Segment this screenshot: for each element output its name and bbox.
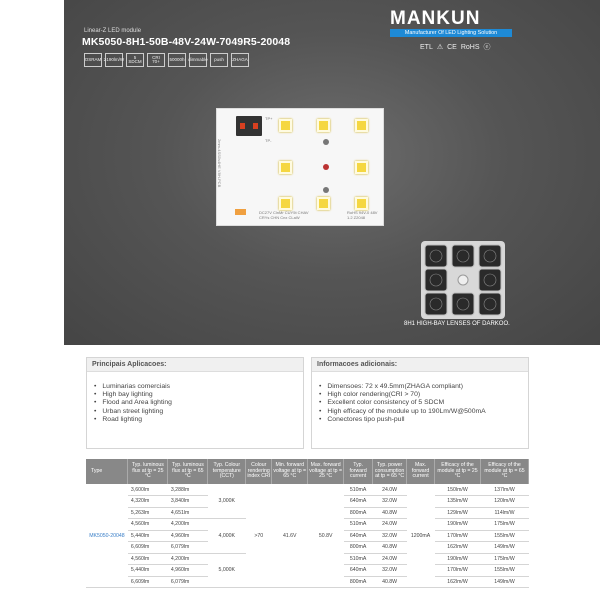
flux65-cell: 3,288lm [168,484,208,496]
flux25-cell: 5,440lm [128,565,168,577]
flux25-cell: 5,263lm [128,507,168,519]
current-cell: 800mA [344,507,373,519]
efficacy65-cell: 175lm/W [480,519,528,531]
led-chip [279,119,292,132]
push-connector-icon: push [210,53,228,67]
flux65-cell: 4,960lm [168,530,208,542]
col-header: Min. forward voltage at tp = 65 °C [272,459,308,484]
energy-icon: ⓔ [483,44,491,51]
col-header: Efficacy of the module at tp = 25 °C [435,459,481,484]
list-item: • High bay lighting [94,391,295,399]
connector-pin [240,123,245,129]
flux25-cell: 6,609lm [128,542,168,554]
flux25-cell: 3,600lm [128,484,168,496]
pcb-marker [235,209,246,215]
current-cell: 640mA [344,530,373,542]
col-header: Type [86,459,128,484]
efficacy25-cell: 170lm/W [435,565,481,577]
product-model: MK5050-8H1-50B-48V-24W-7049R5-20048 [82,36,291,48]
col-header: Colour rendering index CRI [246,459,272,484]
list-item: • Dimensoes: 72 x 49.5mm(ZHAGA compliant) [319,383,520,391]
power-cell: 40.8W [373,542,407,554]
lens-center [458,275,468,285]
flux65-cell: 4,960lm [168,565,208,577]
pcb-right-text: RoHS 94V-0 48V 1.2 Z2048 [347,210,378,220]
cct-cell: 5,000K [208,553,246,588]
power-cell: 32.0W [373,565,407,577]
power-cell: 40.8W [373,507,407,519]
current-cell: 510mA [344,484,373,496]
col-header: Max. forward current [407,459,435,484]
table-row [86,484,529,496]
current-cell: 640mA [344,496,373,508]
list-item: • Road lighting [94,416,295,424]
led-chip [355,161,368,174]
sdcm-icon: 5 SDCM [126,53,144,67]
col-header: Max. forward voltage at tp = 25 °C [308,459,344,484]
connector-pin [253,123,258,129]
current-cell: 510mA [344,553,373,565]
efficacy65-cell: 149lm/W [480,542,528,554]
list-item: • Flood and Area lighting [94,399,295,407]
col-header: Typ. forward current [344,459,373,484]
warning-icon: ⚠ [436,44,444,51]
power-cell: 24.0W [373,484,407,496]
led-chip [355,197,368,210]
flux25-cell: 4,320lm [128,496,168,508]
brand-certifications [420,42,491,52]
efficacy65-cell: 175lm/W [480,553,528,565]
led-chip [317,197,330,210]
flux65-cell: 6,079lm [168,542,208,554]
cct-cell: 4,000K [208,519,246,554]
list-item: • Conectores tipo push-pull [319,416,520,424]
efficacy25-cell: 190lm/W [435,519,481,531]
flux25-cell: 4,560lm [128,519,168,531]
minus-label: TP- [265,138,272,143]
applications-box [86,357,304,449]
flux25-cell: 5,440lm [128,530,168,542]
brand-tagline: Manufacturer Of LED Lighting Solution [390,29,512,37]
cri-cell: >70 [246,484,272,588]
col-header: Typ. Colour temperature (CCT) [208,459,246,484]
rohs-icon: RoHS [460,43,480,51]
led-chip [279,161,292,174]
feature-icons [84,53,249,67]
power-cell: 24.0W [373,519,407,531]
list-item: • Excellent color consistency of 5 SDCM [319,399,520,407]
info-title: Informacoes adicionais: [312,358,528,372]
lens-image [421,241,505,319]
zhaga-icon: ZHAGA [231,53,249,67]
power-cell: 24.0W [373,553,407,565]
spec-table [86,459,529,588]
applications-list [87,372,303,424]
mount-hole [323,139,329,145]
efficacy65-cell: 155lm/W [480,530,528,542]
flux65-cell: 4,651lm [168,507,208,519]
dimmable-icon: dimmable [189,53,207,67]
etl-icon: ETL [420,43,433,51]
osram-icon: OSRAM [84,53,102,67]
product-subtitle: Linear-Z LED module [84,28,142,34]
info-list [312,372,528,424]
led-chip [317,119,330,132]
brand-logo: MANKUN [390,8,481,29]
pcb-side-text: 2mm-4SS0s4HE V8H-PCB [217,139,222,188]
table-header-row [86,459,529,484]
efficacy65-cell: 114lm/W [480,507,528,519]
col-header: Typ. power consumption at tp = 65 °C [373,459,407,484]
efficacy25-cell: 150lm/W [435,484,481,496]
efficacy65-cell: 155lm/W [480,565,528,577]
col-header: Typ. luminous flux at tp = 65 °C [168,459,208,484]
led-chip [279,197,292,210]
led-chip [355,119,368,132]
efficacy25-cell: 170lm/W [435,530,481,542]
pcb-bottom-text: DC27V ClnMr CUY5t CHAV CRYs CHN Cnx CLaW [259,210,309,220]
efficacy25-cell: 190lm/W [435,553,481,565]
current-cell: 510mA [344,519,373,531]
flux25-cell: 4,560lm [128,553,168,565]
applications-title: Principais Aplicacoes: [87,358,303,372]
power-cell: 32.0W [373,530,407,542]
efficacy25-cell: 129lm/W [435,507,481,519]
cri-icon: CRI 70+ [147,53,165,67]
mount-hole [323,187,329,193]
lens-caption: 8H1 HIGH-BAY LENSES OF DARKOO. [404,321,510,327]
power-cell: 40.8W [373,576,407,588]
current-cell: 640mA [344,565,373,577]
efficacy65-cell: 149lm/W [480,576,528,588]
info-box [311,357,529,449]
mount-hole [323,164,329,170]
col-header: Efficacy of the module at tp = 65 °C [480,459,528,484]
flux25-cell: 6,609lm [128,576,168,588]
efficacy65-cell: 120lm/W [480,496,528,508]
efficacy25-cell: 162lm/W [435,542,481,554]
list-item: • Urban street lighting [94,408,295,416]
efficacy-icon: ≥190lm/W [105,53,123,67]
type-cell: MK5050-20048 [86,484,128,588]
led-module-image [216,108,384,226]
push-connector [236,116,262,136]
list-item: • High color rendering(CRI > 70) [319,391,520,399]
efficacy25-cell: 162lm/W [435,576,481,588]
min-voltage-cell: 41.6V [272,484,308,588]
col-header: Typ. luminous flux at tp = 25 °C [128,459,168,484]
plus-label: TP+ [265,116,273,121]
lifetime-icon: 50000h [168,53,186,67]
cct-cell: 3,000K [208,484,246,519]
flux65-cell: 4,200lm [168,519,208,531]
current-cell: 800mA [344,542,373,554]
ce-icon: CE [447,43,457,51]
current-cell: 800mA [344,576,373,588]
power-cell: 32.0W [373,496,407,508]
flux65-cell: 4,200lm [168,553,208,565]
list-item: • High efficacy of the module up to 190Lm/W@500mA [319,408,520,416]
max-voltage-cell: 50.8V [308,484,344,588]
flux65-cell: 3,840lm [168,496,208,508]
flux65-cell: 6,079lm [168,576,208,588]
max-current-cell: 1200mA [407,484,435,588]
efficacy25-cell: 135lm/W [435,496,481,508]
list-item: • Luminarias comerciais [94,383,295,391]
efficacy65-cell: 137lm/W [480,484,528,496]
